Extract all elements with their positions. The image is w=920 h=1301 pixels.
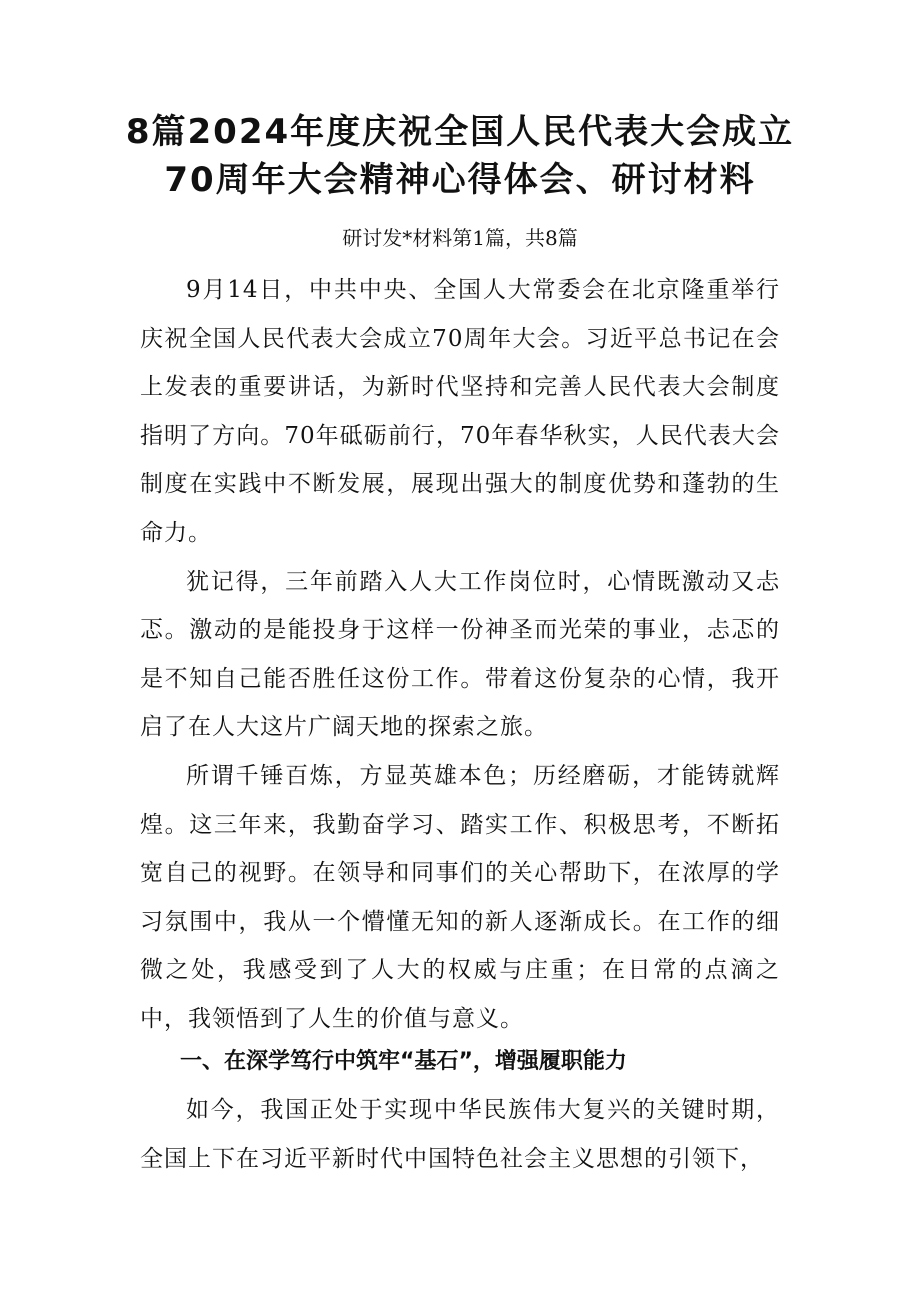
document-title-line-1: 8篇2024年度庆祝全国人民代表大会成立 [125, 112, 795, 152]
document-subtitle: 研讨发*材料第1篇，共8篇 [342, 226, 578, 250]
document-body [140, 266, 780, 1044]
body-paragraph-1: 9月14日，中共中央、全国人大常委会在北京隆重举行庆祝全国人民代表大会成立70周年大会。习近平总书记在会上发表的重要讲话，为新时代坚持和完善人民代表大会制度指明了方向。70年砥砺前行，70年春华秋实，人民代表大会制度在实践中不断发展，展现出强大的制度优势和蓬勃的生命力。 [140, 277, 780, 546]
body-paragraph-2: 犹记得，三年前踏入人大工作岗位时，心情既激动又忐忑。激动的是能投身于这样一份神圣而光荣的事业，忐忑的是不知自己能否胜任这份工作。带着这份复杂的心情，我开启了在人大这片广阔天地的探索之旅。 [140, 568, 780, 741]
section-heading: 一、在深学笃行中筑牢“基石”，增强履职能力 [180, 1049, 627, 1074]
document-title-line-2: 70周年大会精神心得体会、研讨材料 [164, 160, 756, 200]
document-body-continued [140, 1086, 780, 1183]
body-paragraph-3: 所谓千锤百炼，方显英雄本色；历经磨砺，才能铸就辉煌。这三年来，我勤奋学习、踏实工作、积极思考，不断拓宽自己的视野。在领导和同事们的关心帮助下，在浓厚的学习氛围中，我从一个懵懂无知的新人逐渐成长。在工作的细微之处，我感受到了人大的权威与庄重；在日常的点滴之中，我领悟到了人生的价值与意义。 [140, 762, 780, 1032]
body-paragraph-4: 如今，我国正处于实现中华民族伟大复兴的关键时期，全国上下在习近平新时代中国特色社会主义思想的引领下， [140, 1097, 780, 1172]
